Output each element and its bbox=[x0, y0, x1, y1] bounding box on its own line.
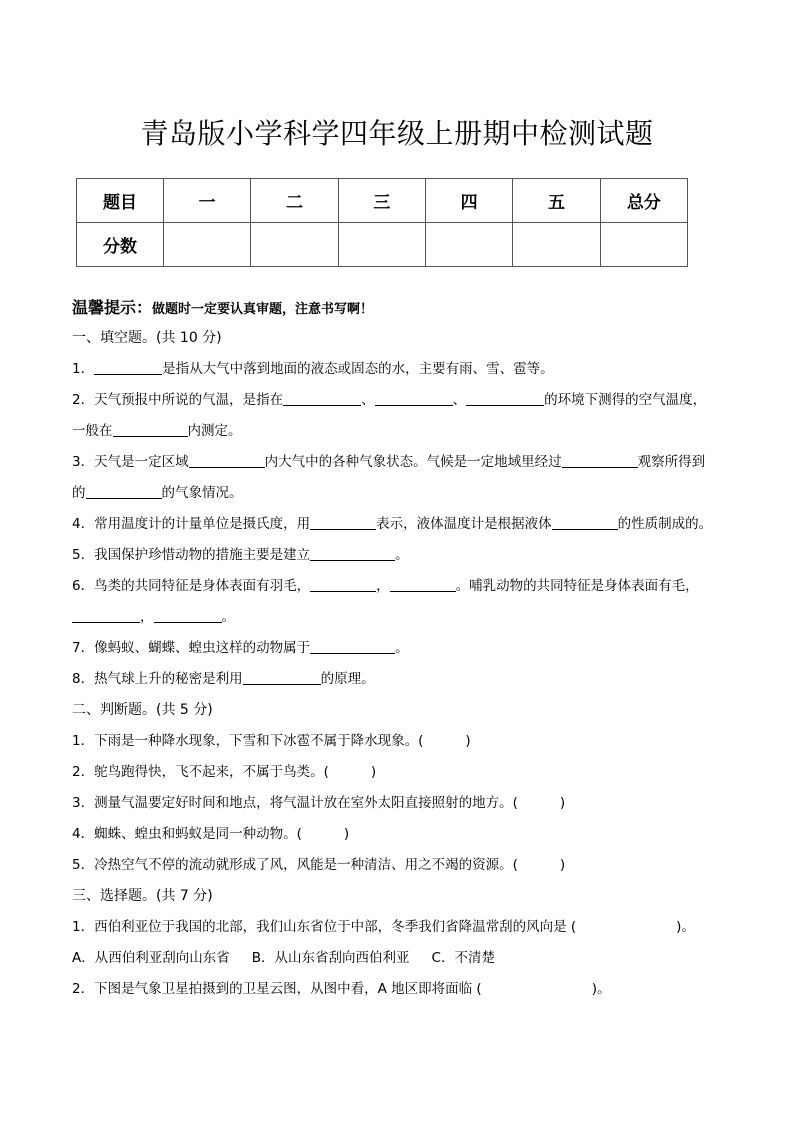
question-3-1: 1．西伯利亚位于我国的北部，我们山东省位于中部，冬季我们省降温常刮的风向是 ( )。 bbox=[72, 919, 695, 935]
question-1-7: 7．像蚂蚁、蝴蝶、蝗虫这样的动物属于 。 bbox=[72, 640, 409, 656]
score-entry-cell[interactable] bbox=[513, 223, 600, 267]
answer-blank[interactable] bbox=[154, 607, 222, 623]
answer-blank[interactable] bbox=[189, 452, 265, 468]
score-row-label: 分数 bbox=[77, 223, 164, 267]
score-table bbox=[76, 178, 688, 267]
score-header-cell: 五 bbox=[513, 179, 600, 223]
question-1-4: 4．常用温度计的计量单位是摄氏度，用 表示，液体温度计是根据液体 的性质制成的。 bbox=[72, 516, 713, 532]
answer-blank[interactable] bbox=[466, 390, 544, 406]
question-2-1: 1．下雨是一种降水现象，下雪和下冰雹不属于降水现象。( ) bbox=[72, 733, 471, 749]
question-1-8: 8．热气球上升的秘密是利用 的原理。 bbox=[72, 671, 375, 687]
question-3-1-options bbox=[72, 946, 732, 977]
score-header-cell: 二 bbox=[251, 179, 338, 223]
question-1-6-cont: ， 。 bbox=[72, 605, 732, 636]
score-entry-cell[interactable] bbox=[164, 223, 251, 267]
answer-blank[interactable] bbox=[113, 421, 188, 437]
section-heading-fill-blank: 一、填空题。(共 10 分) bbox=[72, 330, 222, 346]
score-header-cell: 题目 bbox=[77, 179, 164, 223]
score-table-score-row bbox=[77, 223, 688, 267]
score-entry-cell[interactable] bbox=[600, 223, 687, 267]
question-1-2-cont: 一般在 内测定。 bbox=[72, 423, 242, 439]
score-header-cell: 总分 bbox=[600, 179, 687, 223]
option-b: B．从山东省刮向西伯利亚 bbox=[251, 950, 410, 966]
tips-text: 做题时一定要认真审题，注意书写啊！ bbox=[152, 302, 374, 317]
answer-blank[interactable] bbox=[72, 607, 140, 623]
score-entry-cell[interactable] bbox=[425, 223, 512, 267]
section-heading-multiple-choice: 三、选择题。(共 7 分) bbox=[72, 888, 213, 904]
tips-label: 温馨提示： bbox=[72, 298, 153, 317]
section-heading-true-false: 二、判断题。(共 5 分) bbox=[72, 702, 213, 718]
question-1-2: 2．天气预报中所说的气温，是指在 、 、 的环境下测得的空气温度， bbox=[72, 392, 707, 408]
question-1-6: 6．鸟类的共同特征是身体表面有羽毛， ， 。哺乳动物的共同特征是身体表面有毛， bbox=[72, 578, 699, 594]
answer-blank[interactable] bbox=[86, 483, 162, 499]
score-header-cell: 三 bbox=[338, 179, 425, 223]
answer-blank[interactable] bbox=[375, 390, 453, 406]
option-c: C．不清楚 bbox=[431, 950, 495, 966]
question-1-5: 5．我国保护珍惜动物的措施主要是建立 。 bbox=[72, 547, 409, 563]
score-header-cell: 一 bbox=[164, 179, 251, 223]
answer-blank[interactable] bbox=[562, 452, 638, 468]
question-3-2: 2．下图是气象卫星拍摄到的卫星云图，从图中看，A 地区即将面临 ( )。 bbox=[72, 981, 611, 997]
score-header-cell: 四 bbox=[425, 179, 512, 223]
answer-blank[interactable] bbox=[310, 638, 395, 654]
question-1-3-cont: 的 的气象情况。 bbox=[72, 485, 243, 501]
answer-blank[interactable] bbox=[310, 545, 395, 561]
answer-blank[interactable] bbox=[390, 576, 456, 592]
exam-content bbox=[72, 296, 732, 1008]
page-title: 青岛版小学科学四年级上册期中检测试题 bbox=[140, 117, 654, 150]
answer-blank[interactable] bbox=[310, 514, 376, 530]
question-2-2: 2．鸵鸟跑得快，飞不起来，不属于鸟类。( ) bbox=[72, 764, 377, 780]
tips-line bbox=[72, 296, 732, 326]
answer-blank[interactable] bbox=[243, 669, 321, 685]
answer-blank[interactable] bbox=[552, 514, 618, 530]
score-entry-cell[interactable] bbox=[338, 223, 425, 267]
question-2-3: 3．测量气温要定好时间和地点，将气温计放在室外太阳直接照射的地方。( ) bbox=[72, 795, 566, 811]
answer-blank[interactable] bbox=[310, 576, 376, 592]
question-2-4: 4．蜘蛛、蝗虫和蚂蚁是同一种动物。( ) bbox=[72, 826, 350, 842]
answer-blank[interactable] bbox=[283, 390, 361, 406]
score-table-header-row bbox=[77, 179, 688, 223]
question-2-5: 5．冷热空气不停的流动就形成了风，风能是一种清洁、用之不竭的资源。( ) bbox=[72, 857, 566, 873]
score-entry-cell[interactable] bbox=[251, 223, 338, 267]
question-1-3: 3．天气是一定区域 内大气中的各种气象状态。气候是一定地域里经过 观察所得到 bbox=[72, 454, 706, 470]
answer-blank[interactable] bbox=[94, 359, 162, 375]
option-a: A．从西伯利亚刮向山东省 bbox=[72, 950, 230, 966]
question-1-1: 1． 是指从大气中落到地面的液态或固态的水，主要有雨、雪、雹等。 bbox=[72, 361, 554, 377]
